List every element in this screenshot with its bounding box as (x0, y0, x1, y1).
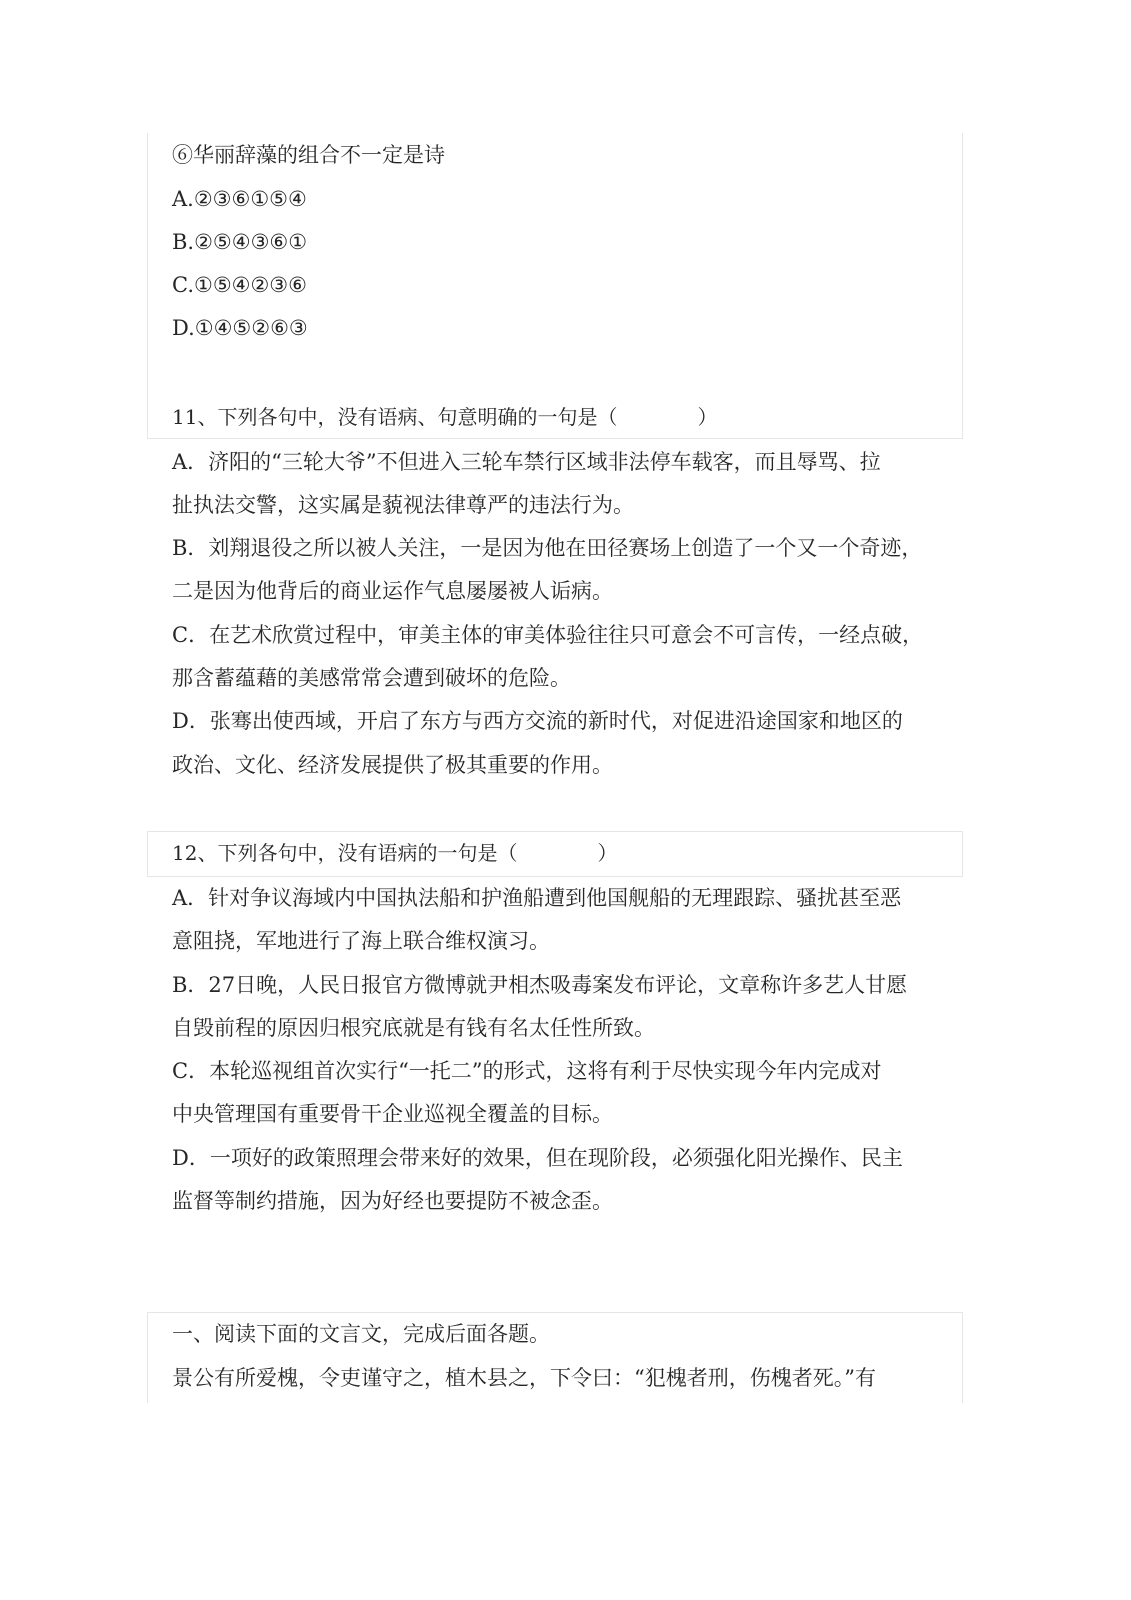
q11-line-7: D．张骞出使西域，开启了东方与西方交流的新时代，对促进沿途国家和地区的 (172, 709, 903, 733)
q11-line-8: 政治、文化、经济发展提供了极其重要的作用。 (172, 753, 613, 777)
reading-heading: 一、阅读下面的文言文，完成后面各题。 (172, 1322, 550, 1346)
q12-line-2: 意阻挠，军地进行了海上联合维权演习。 (172, 929, 550, 953)
q12-line-8: 监督等制约措施，因为好经也要提防不被念歪。 (172, 1189, 613, 1213)
q10-option-d: D.①④⑤②⑥③ (172, 316, 308, 340)
q11-line-6: 那含蓄蕴藉的美感常常会遭到破坏的危险。 (172, 666, 571, 690)
q11-line-3: B．刘翔退役之所以被人关注，一是因为他在田径赛场上创造了一个又一个奇迹， (172, 536, 923, 560)
q11-line-5: C．在艺术欣赏过程中，审美主体的审美体验往往只可意会不可言传，一经点破， (172, 623, 924, 647)
q11-line-1: A．济阳的“三轮大爷”不但进入三轮车禁行区域非法停车载客，而且辱骂、拉 (172, 450, 881, 474)
q11-stem: 11、下列各句中，没有语病、句意明确的一句是（ ） (172, 405, 718, 429)
q12-line-5: C．本轮巡视组首次实行“一托二”的形式，这将有利于尽快实现今年内完成对 (172, 1059, 882, 1083)
q12-stem: 12、下列各句中，没有语病的一句是（ ） (172, 841, 618, 865)
q12-line-7: D．一项好的政策照理会带来好的效果，但在现阶段，必须强化阳光操作、民主 (172, 1146, 903, 1170)
q11-line-4: 二是因为他背后的商业运作气息屡屡被人诟病。 (172, 579, 613, 603)
q12-line-6: 中央管理国有重要骨干企业巡视全覆盖的目标。 (172, 1102, 613, 1126)
q12-line-1: A．针对争议海域内中国执法船和护渔船遭到他国舰船的无理跟踪、骚扰甚至恶 (172, 886, 902, 910)
q10-option-b: B.②⑤④③⑥① (172, 230, 308, 254)
q10-statement-6: ⑥华丽辞藻的组合不一定是诗 (172, 143, 445, 167)
q12-line-3: B．27日晚，人民日报官方微博就尹相杰吸毒案发布评论，文章称许多艺人甘愿 (172, 973, 908, 997)
q10-option-c: C.①⑤④②③⑥ (172, 273, 307, 297)
q12-line-4: 自毁前程的原因归根究底就是有钱有名太任性所致。 (172, 1016, 655, 1040)
q11-line-2: 扯执法交警，这实属是藐视法律尊严的违法行为。 (172, 493, 634, 517)
q10-option-a: A.②③⑥①⑤④ (172, 187, 307, 211)
reading-line-1: 景公有所爱槐，令吏谨守之，植木县之，下令曰：“犯槐者刑，伤槐者死。”有 (172, 1366, 876, 1390)
